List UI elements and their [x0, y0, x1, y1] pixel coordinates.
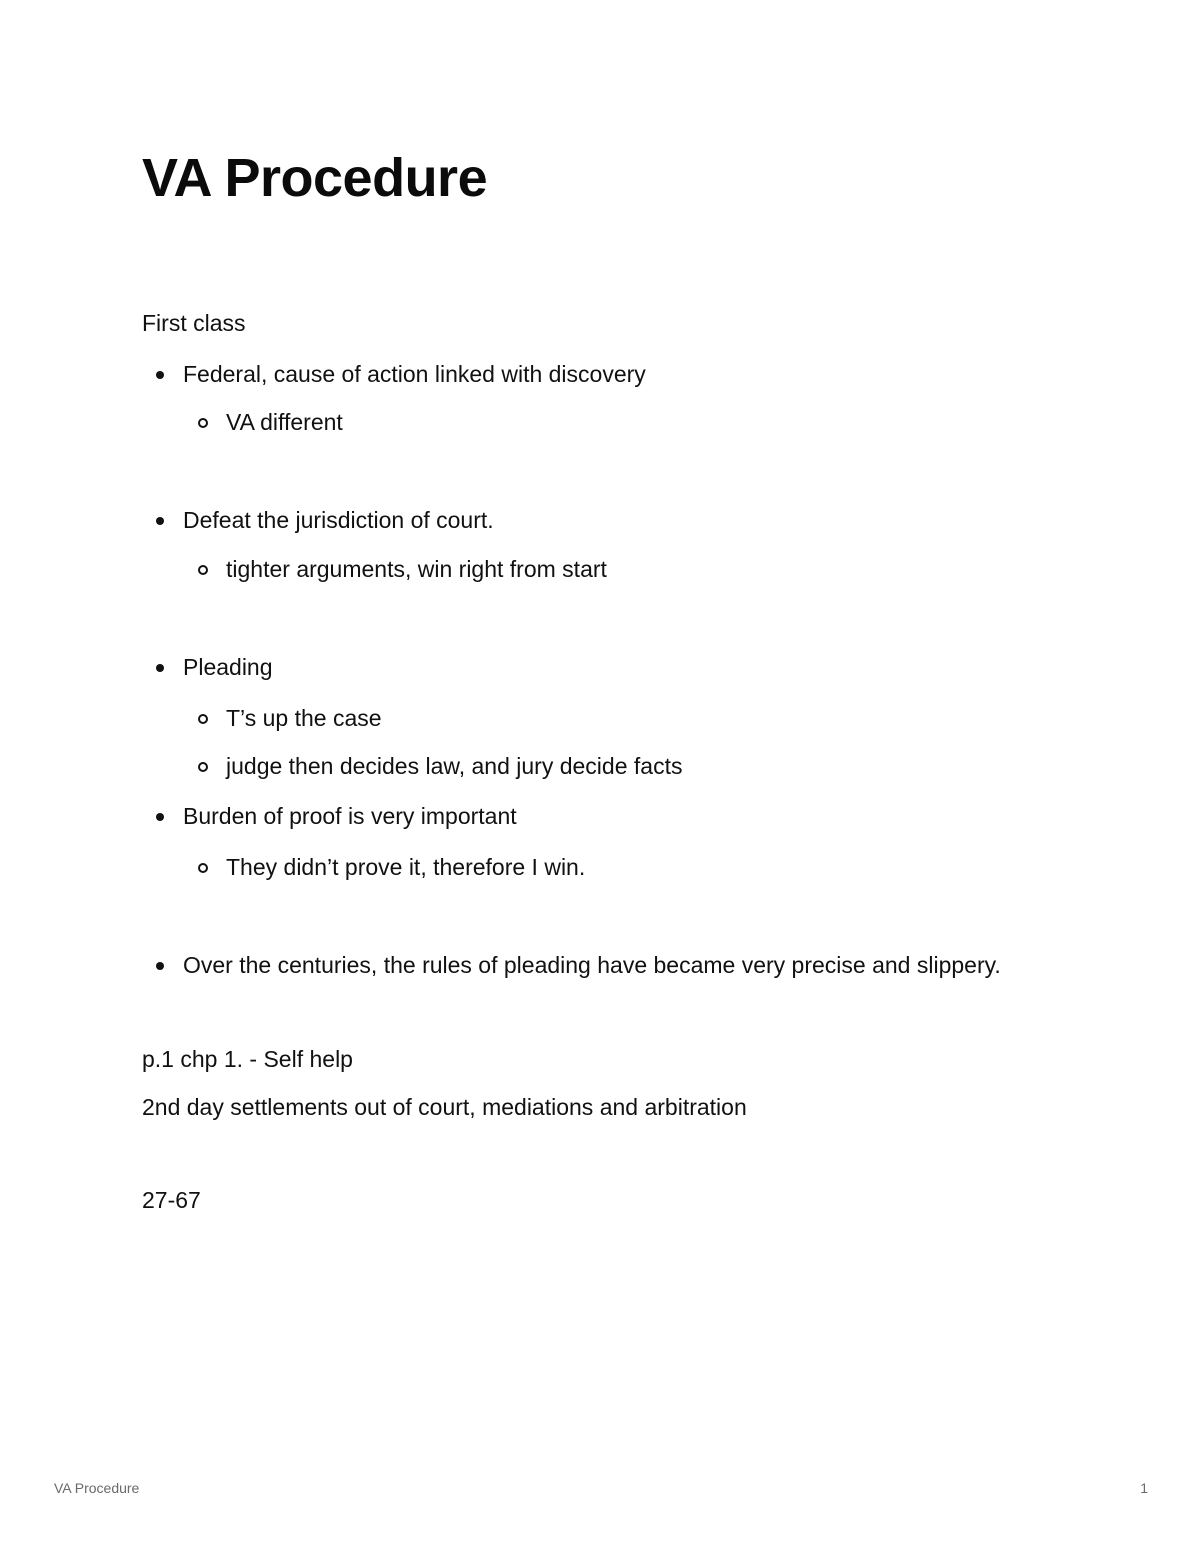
sub-list-item: [142, 701, 1022, 735]
bullet-icon: [156, 517, 164, 525]
footer-doc-title: VA Procedure: [54, 1480, 140, 1496]
list-item-text: Federal, cause of action linked with discovery: [183, 361, 646, 387]
sub-list-item-text: tighter arguments, win right from start: [226, 556, 607, 582]
paragraph-chapter-ref: p.1 chp 1. - Self help: [142, 1046, 353, 1072]
list-item: [142, 503, 1022, 537]
paragraph-page-range: 27-67: [142, 1187, 201, 1213]
hollow-bullet-icon: [198, 863, 208, 873]
hollow-bullet-icon: [198, 418, 208, 428]
bullet-icon: [156, 371, 164, 379]
paragraph-second-day: 2nd day settlements out of court, mediations and arbitration: [142, 1094, 747, 1120]
sub-list-item-text: They didn’t prove it, therefore I win.: [226, 854, 586, 880]
list-item-text: Over the centuries, the rules of pleading have became very precise and slippery.: [183, 952, 1001, 978]
hollow-bullet-icon: [198, 762, 208, 772]
hollow-bullet-icon: [198, 565, 208, 575]
bullet-icon: [156, 664, 164, 672]
footer-page-number: 1: [1140, 1480, 1148, 1496]
list-item: [142, 650, 1022, 684]
sub-list-item-text: VA different: [226, 409, 343, 435]
sub-list-item-text: T’s up the case: [226, 705, 382, 731]
page-title: VA Procedure: [142, 148, 488, 208]
sub-list-item: [142, 749, 1022, 783]
list-item-text: Burden of proof is very important: [183, 803, 517, 829]
document-body: [142, 306, 1022, 1217]
hollow-bullet-icon: [198, 714, 208, 724]
sub-list-item: [142, 405, 1022, 439]
sub-list-item: [142, 850, 1022, 884]
sub-list-item: [142, 552, 1022, 586]
bullet-icon: [156, 813, 164, 821]
list-item: [142, 357, 1022, 391]
list-item-text: Defeat the jurisdiction of court.: [183, 507, 494, 533]
list-item: [142, 799, 1022, 833]
list-item: [142, 948, 1022, 982]
list-item-text: Pleading: [183, 654, 273, 680]
sub-list-item-text: judge then decides law, and jury decide facts: [226, 753, 683, 779]
bullet-icon: [156, 962, 164, 970]
paragraph-first-class: First class: [142, 310, 246, 336]
